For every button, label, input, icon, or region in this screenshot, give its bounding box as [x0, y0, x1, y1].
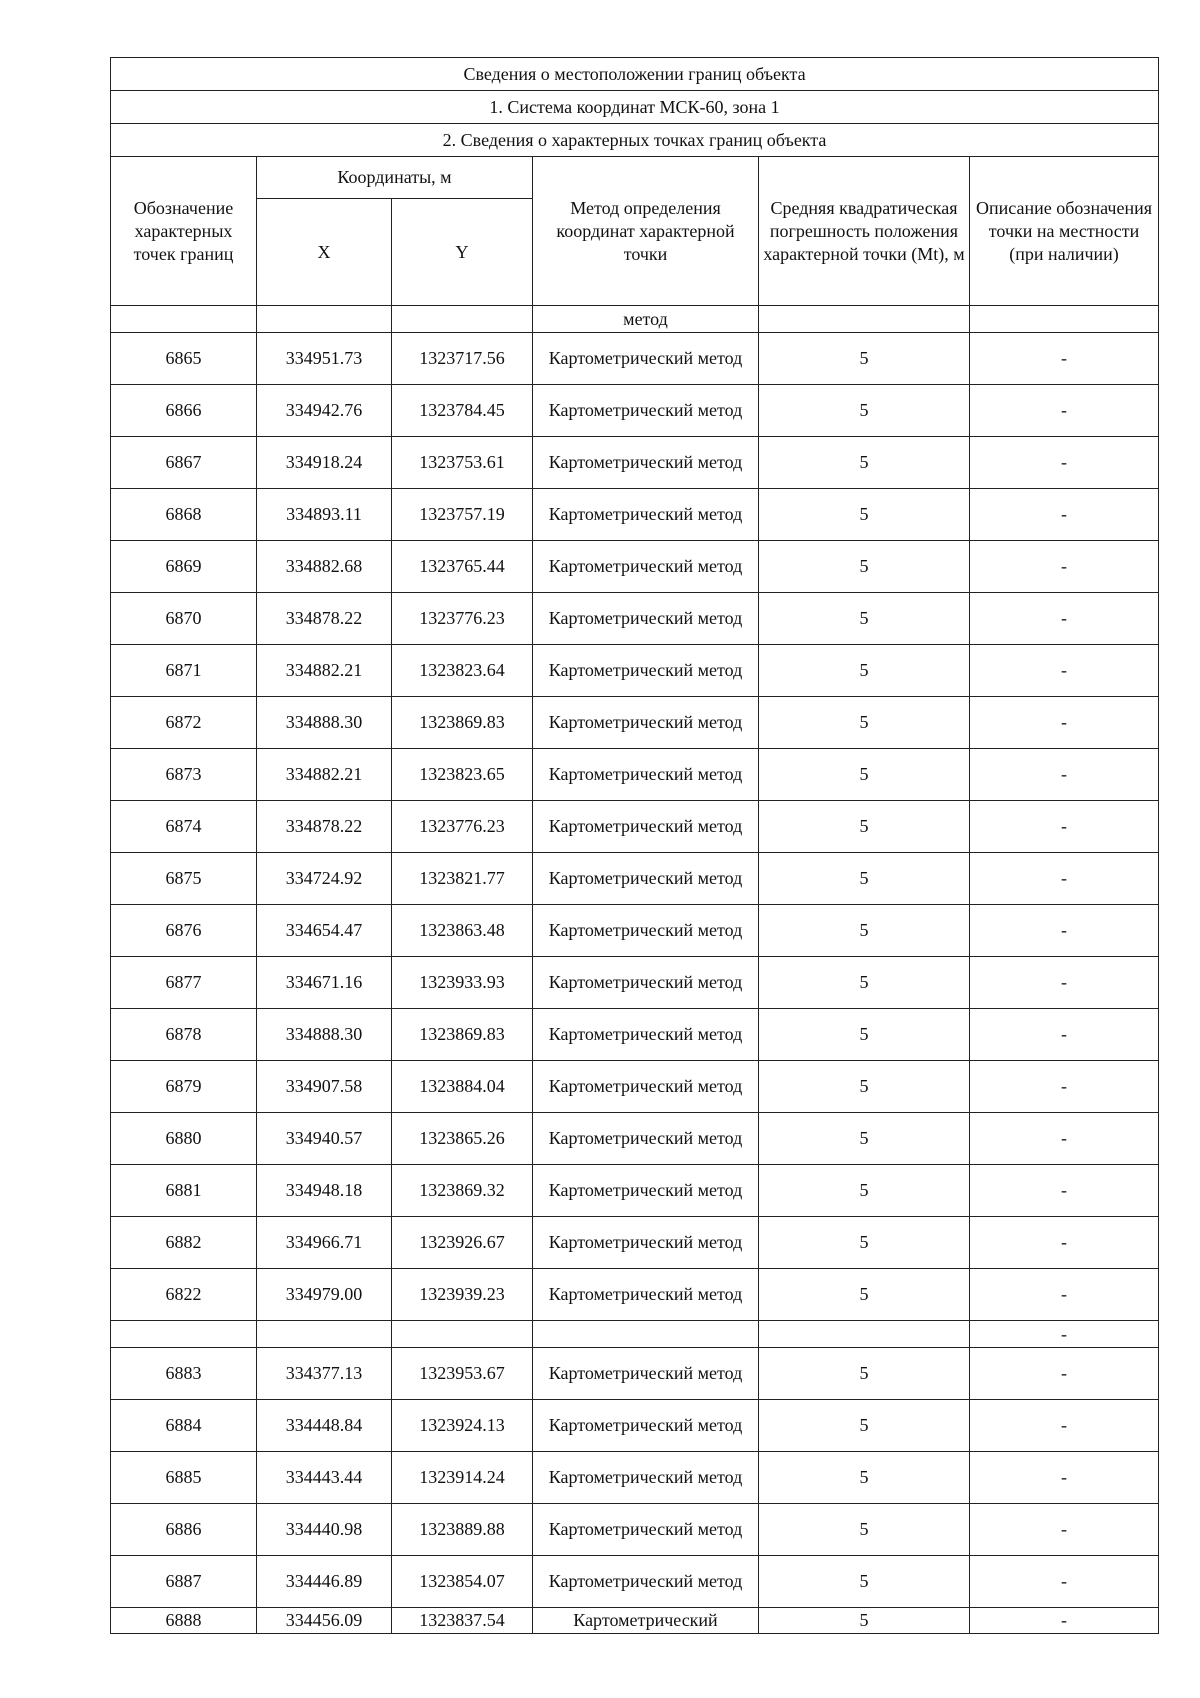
point-y: 1323884.04 — [392, 1061, 533, 1113]
continuation-row — [111, 306, 1159, 333]
point-y: 1323926.67 — [392, 1217, 533, 1269]
point-y: 1323765.44 — [392, 541, 533, 593]
point-description: - — [970, 1269, 1159, 1321]
point-x: 334878.22 — [257, 593, 392, 645]
point-y: 1323939.23 — [392, 1269, 533, 1321]
point-id: 6875 — [111, 853, 257, 905]
point-y: 1323869.83 — [392, 1009, 533, 1061]
point-x: 334440.98 — [257, 1504, 392, 1556]
point-description: - — [970, 749, 1159, 801]
point-id: 6879 — [111, 1061, 257, 1113]
point-y: 1323717.56 — [392, 333, 533, 385]
point-method: Картометрический метод — [533, 1009, 759, 1061]
boundary-points-table — [110, 57, 1159, 1634]
point-x: 334940.57 — [257, 1113, 392, 1165]
table-row — [111, 333, 1159, 385]
col-designation: Обозначение характерных точек границ — [111, 157, 257, 306]
point-description: - — [970, 801, 1159, 853]
table-row — [111, 1165, 1159, 1217]
point-y: 1323757.19 — [392, 489, 533, 541]
point-error: 5 — [759, 1165, 970, 1217]
point-y: 1323869.32 — [392, 1165, 533, 1217]
point-error: 5 — [759, 749, 970, 801]
col-description: Описание обозначения точки на местности (при наличии) — [970, 157, 1159, 306]
point-description: - — [970, 385, 1159, 437]
point-x: 334882.21 — [257, 645, 392, 697]
point-y: 1323823.65 — [392, 749, 533, 801]
point-error: 5 — [759, 1061, 970, 1113]
point-y: 1323776.23 — [392, 801, 533, 853]
point-description: - — [970, 905, 1159, 957]
point-id: 6887 — [111, 1556, 257, 1608]
table-row — [111, 437, 1159, 489]
point-method: Картометрический метод — [533, 697, 759, 749]
point-error: 5 — [759, 1113, 970, 1165]
point-id: 6867 — [111, 437, 257, 489]
point-error: 5 — [759, 1269, 970, 1321]
point-id: 6869 — [111, 541, 257, 593]
point-x: 334888.30 — [257, 697, 392, 749]
point-error: 5 — [759, 1348, 970, 1400]
system-row — [111, 91, 1159, 124]
point-description: - — [970, 645, 1159, 697]
point-method: Картометрический метод — [533, 1452, 759, 1504]
point-error: 5 — [759, 1452, 970, 1504]
point-x: 334443.44 — [257, 1452, 392, 1504]
point-description: - — [970, 1061, 1159, 1113]
point-method: Картометрический метод — [533, 1400, 759, 1452]
point-x: 334907.58 — [257, 1061, 392, 1113]
point-description: - — [970, 1113, 1159, 1165]
point-method: Картометрический — [533, 1608, 759, 1634]
table-row — [111, 749, 1159, 801]
point-description: - — [970, 697, 1159, 749]
table-row — [111, 1348, 1159, 1400]
table-row — [111, 1400, 1159, 1452]
point-description: - — [970, 1400, 1159, 1452]
point-id: 6876 — [111, 905, 257, 957]
section-title: 2. Сведения о характерных точках границ объекта — [111, 124, 1159, 157]
point-x: 334377.13 — [257, 1348, 392, 1400]
point-x: 334446.89 — [257, 1556, 392, 1608]
table-row — [111, 1009, 1159, 1061]
table-row — [111, 1556, 1159, 1608]
table-row — [111, 489, 1159, 541]
point-error: 5 — [759, 541, 970, 593]
point-id: 6872 — [111, 697, 257, 749]
table-row — [111, 593, 1159, 645]
point-x: 334882.68 — [257, 541, 392, 593]
point-description: - — [970, 333, 1159, 385]
table-row — [111, 1608, 1159, 1634]
col-y: Y — [392, 199, 533, 306]
title-row — [111, 58, 1159, 91]
point-method: Картометрический метод — [533, 645, 759, 697]
point-method: Картометрический метод — [533, 749, 759, 801]
point-id: 6873 — [111, 749, 257, 801]
point-y: 1323863.48 — [392, 905, 533, 957]
table-row — [111, 541, 1159, 593]
separator-description: - — [970, 1321, 1159, 1348]
table-row — [111, 1217, 1159, 1269]
point-x: 334893.11 — [257, 489, 392, 541]
point-description: - — [970, 1217, 1159, 1269]
table-row — [111, 697, 1159, 749]
point-description: - — [970, 541, 1159, 593]
point-id: 6871 — [111, 645, 257, 697]
point-x: 334966.71 — [257, 1217, 392, 1269]
point-x: 334951.73 — [257, 333, 392, 385]
point-x: 334942.76 — [257, 385, 392, 437]
point-error: 5 — [759, 957, 970, 1009]
point-id: 6880 — [111, 1113, 257, 1165]
continuation-method: метод — [533, 306, 759, 333]
point-description: - — [970, 1504, 1159, 1556]
point-y: 1323869.83 — [392, 697, 533, 749]
point-method: Картометрический метод — [533, 1348, 759, 1400]
table-row — [111, 1504, 1159, 1556]
point-id: 6874 — [111, 801, 257, 853]
point-description: - — [970, 1165, 1159, 1217]
point-method: Картометрический метод — [533, 853, 759, 905]
point-id: 6884 — [111, 1400, 257, 1452]
point-error: 5 — [759, 1556, 970, 1608]
point-y: 1323776.23 — [392, 593, 533, 645]
point-x: 334654.47 — [257, 905, 392, 957]
point-method: Картометрический метод — [533, 1217, 759, 1269]
point-method: Картометрический метод — [533, 1165, 759, 1217]
point-y: 1323933.93 — [392, 957, 533, 1009]
point-y: 1323784.45 — [392, 385, 533, 437]
point-x: 334456.09 — [257, 1608, 392, 1634]
point-id: 6883 — [111, 1348, 257, 1400]
point-method: Картометрический метод — [533, 1504, 759, 1556]
point-method: Картометрический метод — [533, 385, 759, 437]
col-coords: Координаты, м — [257, 157, 533, 199]
point-error: 5 — [759, 1217, 970, 1269]
point-y: 1323821.77 — [392, 853, 533, 905]
point-method: Картометрический метод — [533, 489, 759, 541]
point-description: - — [970, 1009, 1159, 1061]
point-y: 1323753.61 — [392, 437, 533, 489]
table-row — [111, 801, 1159, 853]
point-method: Картометрический метод — [533, 593, 759, 645]
separator-row — [111, 1321, 1159, 1348]
section-row — [111, 124, 1159, 157]
col-error: Средняя квадратическая погрешность положения характерной точки (Mt), м — [759, 157, 970, 306]
point-description: - — [970, 593, 1159, 645]
point-error: 5 — [759, 1400, 970, 1452]
point-method: Картометрический метод — [533, 957, 759, 1009]
point-error: 5 — [759, 645, 970, 697]
point-error: 5 — [759, 385, 970, 437]
point-x: 334888.30 — [257, 1009, 392, 1061]
point-id: 6870 — [111, 593, 257, 645]
point-method: Картометрический метод — [533, 541, 759, 593]
point-id: 6877 — [111, 957, 257, 1009]
point-id: 6888 — [111, 1608, 257, 1634]
table-row — [111, 1452, 1159, 1504]
point-method: Картометрический метод — [533, 1556, 759, 1608]
point-method: Картометрический метод — [533, 1061, 759, 1113]
table-title: Сведения о местоположении границ объекта — [111, 58, 1159, 91]
point-method: Картометрический метод — [533, 1269, 759, 1321]
point-description: - — [970, 489, 1159, 541]
point-id: 6885 — [111, 1452, 257, 1504]
col-x: X — [257, 199, 392, 306]
point-x: 334882.21 — [257, 749, 392, 801]
point-id: 6866 — [111, 385, 257, 437]
point-description: - — [970, 853, 1159, 905]
coordinate-system: 1. Система координат МСК-60, зона 1 — [111, 91, 1159, 124]
point-x: 334979.00 — [257, 1269, 392, 1321]
point-error: 5 — [759, 1608, 970, 1634]
point-method: Картометрический метод — [533, 437, 759, 489]
point-y: 1323953.67 — [392, 1348, 533, 1400]
point-description: - — [970, 1452, 1159, 1504]
table-row — [111, 905, 1159, 957]
point-error: 5 — [759, 697, 970, 749]
point-error: 5 — [759, 489, 970, 541]
point-description: - — [970, 1556, 1159, 1608]
point-method: Картометрический метод — [533, 1113, 759, 1165]
point-error: 5 — [759, 1504, 970, 1556]
point-error: 5 — [759, 801, 970, 853]
point-error: 5 — [759, 905, 970, 957]
point-y: 1323854.07 — [392, 1556, 533, 1608]
point-id: 6822 — [111, 1269, 257, 1321]
point-error: 5 — [759, 437, 970, 489]
col-method: Метод определения координат характерной точки — [533, 157, 759, 306]
point-x: 334724.92 — [257, 853, 392, 905]
point-y: 1323837.54 — [392, 1608, 533, 1634]
point-y: 1323924.13 — [392, 1400, 533, 1452]
point-id: 6882 — [111, 1217, 257, 1269]
point-error: 5 — [759, 853, 970, 905]
point-description: - — [970, 437, 1159, 489]
point-x: 334448.84 — [257, 1400, 392, 1452]
column-header-row — [111, 157, 1159, 199]
point-id: 6878 — [111, 1009, 257, 1061]
point-method: Картометрический метод — [533, 905, 759, 957]
point-x: 334878.22 — [257, 801, 392, 853]
point-method: Картометрический метод — [533, 801, 759, 853]
point-y: 1323889.88 — [392, 1504, 533, 1556]
table-row — [111, 385, 1159, 437]
point-error: 5 — [759, 593, 970, 645]
table-row — [111, 853, 1159, 905]
point-id: 6868 — [111, 489, 257, 541]
point-error: 5 — [759, 1009, 970, 1061]
table-row — [111, 1061, 1159, 1113]
table-row — [111, 1269, 1159, 1321]
point-y: 1323865.26 — [392, 1113, 533, 1165]
table-row — [111, 645, 1159, 697]
point-y: 1323823.64 — [392, 645, 533, 697]
point-id: 6881 — [111, 1165, 257, 1217]
point-x: 334918.24 — [257, 437, 392, 489]
point-error: 5 — [759, 333, 970, 385]
point-y: 1323914.24 — [392, 1452, 533, 1504]
point-description: - — [970, 957, 1159, 1009]
table-row — [111, 957, 1159, 1009]
point-x: 334671.16 — [257, 957, 392, 1009]
point-description: - — [970, 1608, 1159, 1634]
point-id: 6865 — [111, 333, 257, 385]
table-row — [111, 1113, 1159, 1165]
point-description: - — [970, 1348, 1159, 1400]
point-id: 6886 — [111, 1504, 257, 1556]
point-x: 334948.18 — [257, 1165, 392, 1217]
point-method: Картометрический метод — [533, 333, 759, 385]
